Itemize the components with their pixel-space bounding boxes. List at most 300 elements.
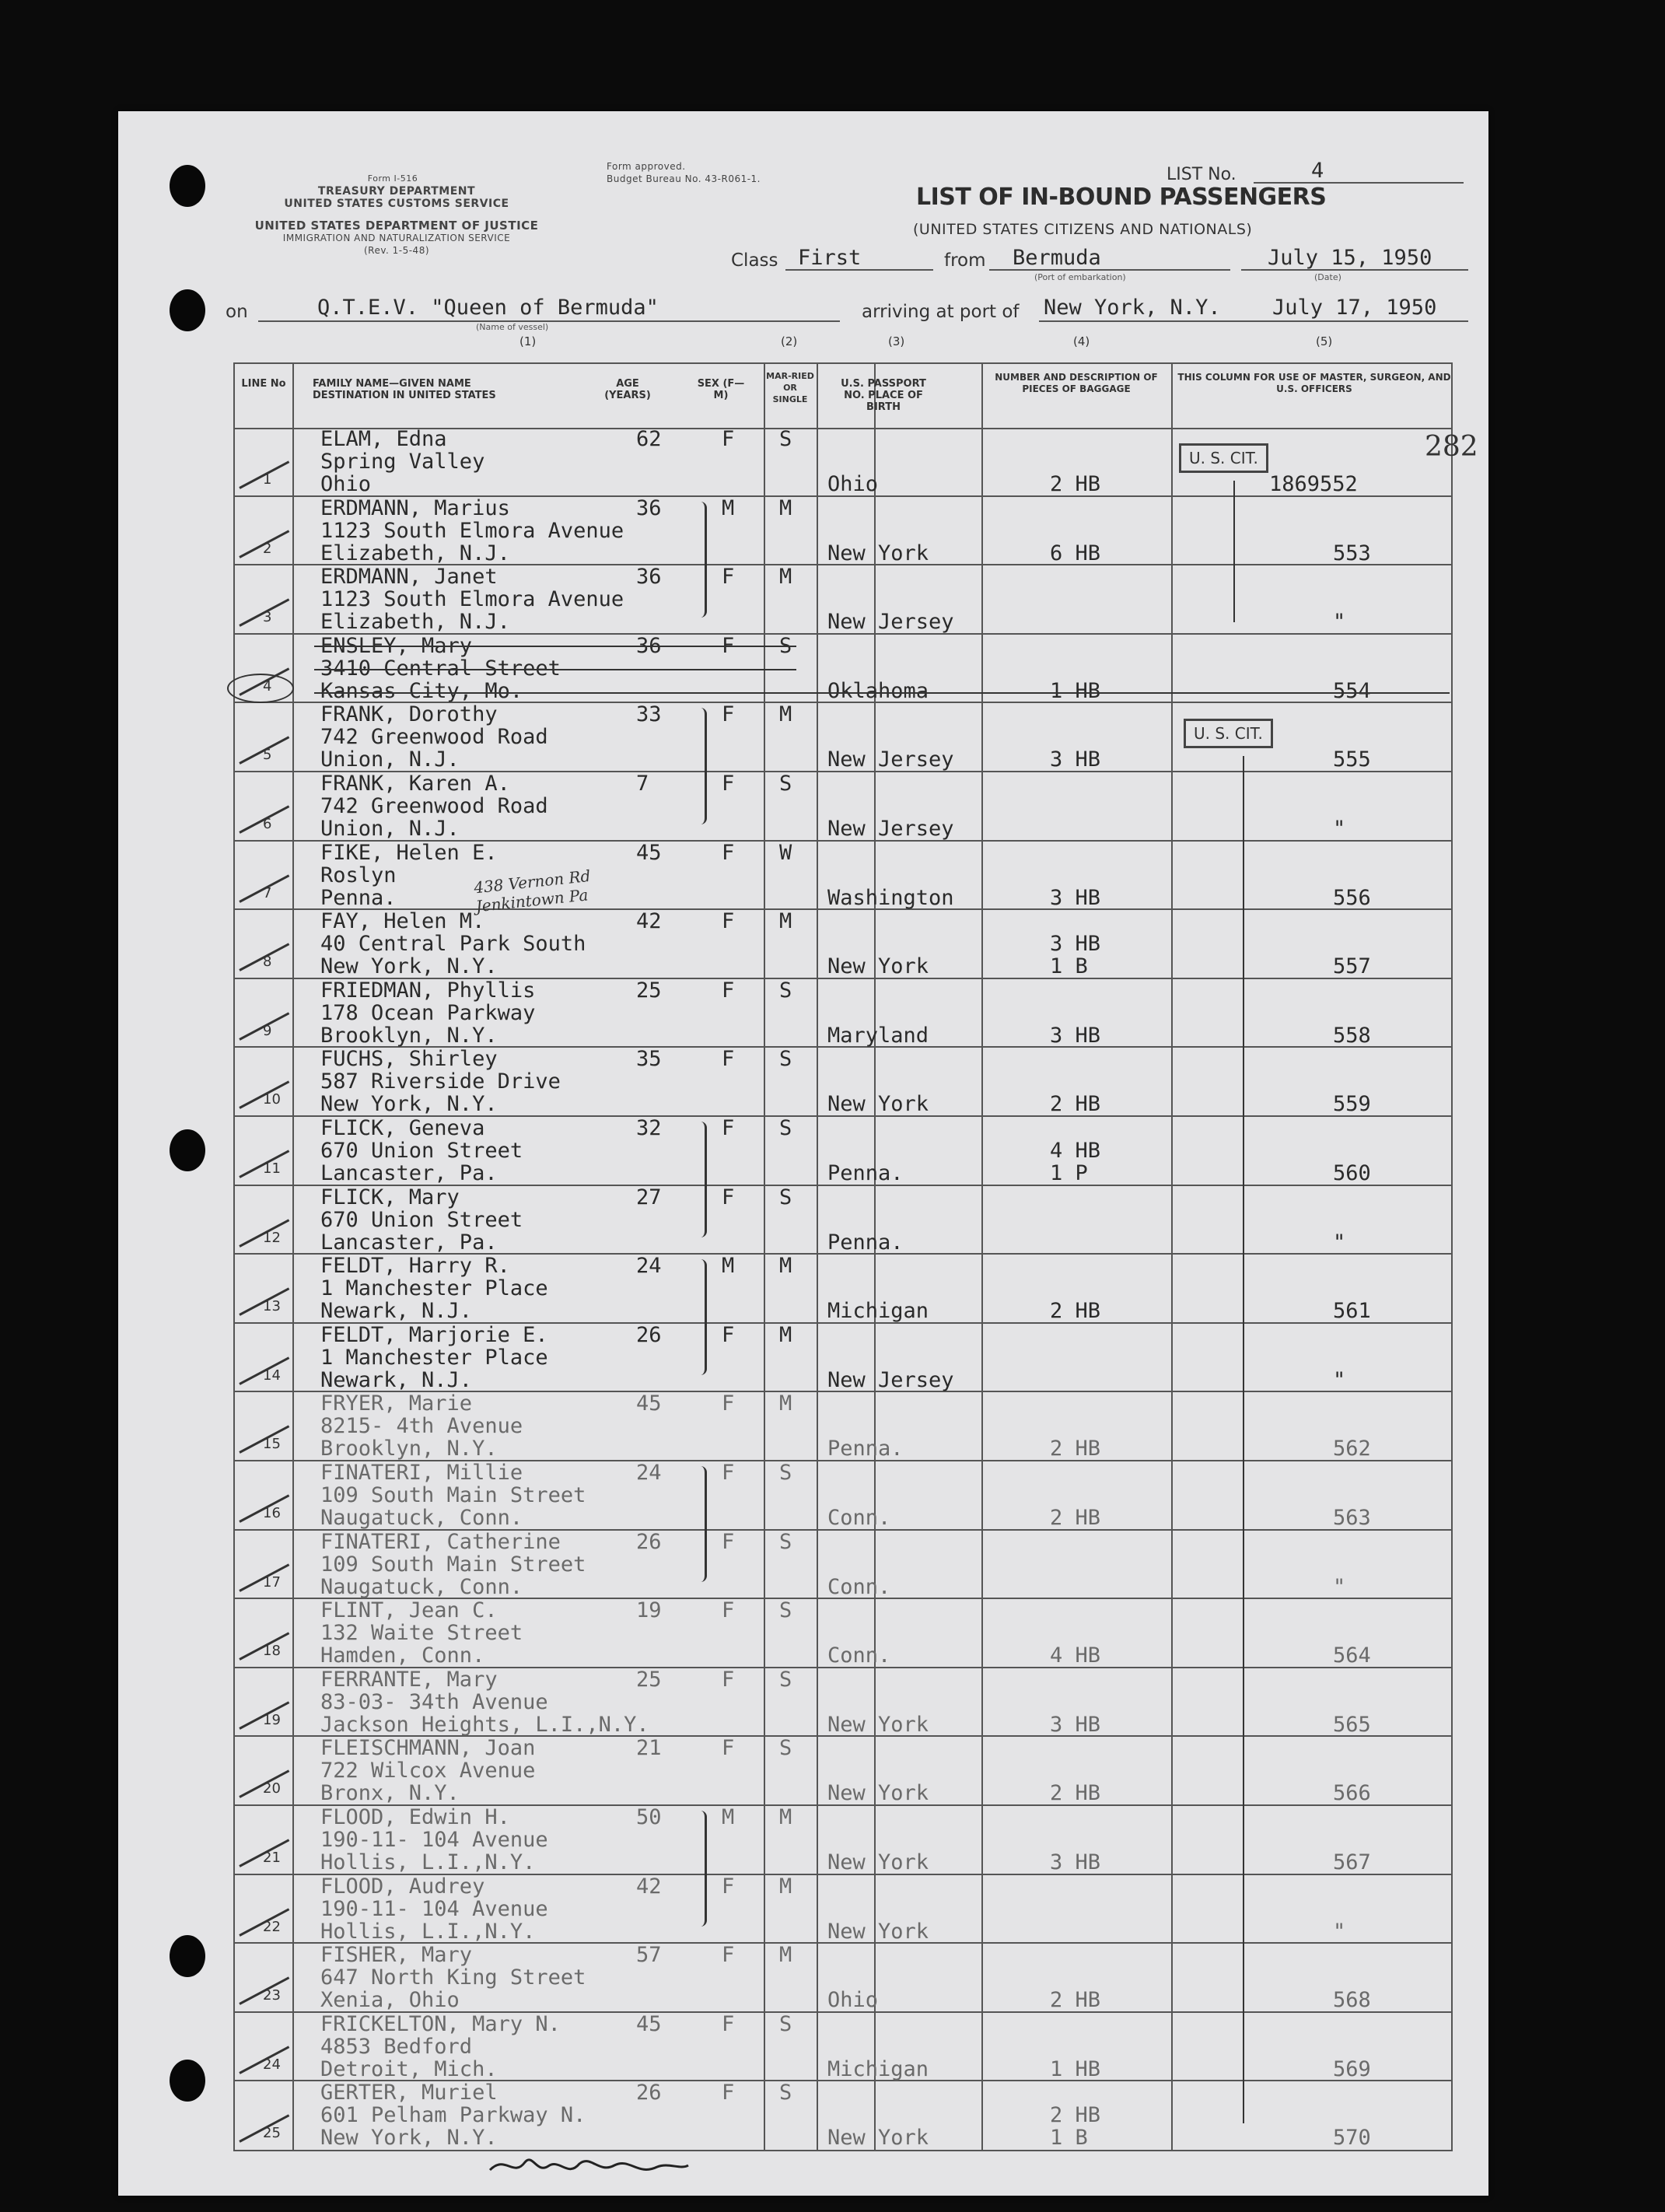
page-number: 282 [1425,431,1478,463]
passenger-address: 587 Riverside Drive [320,1069,561,1094]
officer-number: 556 [1333,885,1371,910]
binder-hole [170,2060,205,2102]
line-number: 7 [263,884,272,901]
passenger-age: 45 [636,2011,662,2036]
passenger-name: ERDMANN, Janet [320,565,498,590]
handwritten-address-note: 438 Vernon Rd Jenkintown Pa [473,866,592,916]
vessel-line [258,320,840,322]
officer-number: " [1333,1919,1346,1944]
baggage-count: 2 HB [1050,1781,1101,1806]
passenger-address: Roslyn [320,863,397,887]
col-header-passport: U.S. PASSPORT NO. PLACE OF BIRTH [841,378,926,413]
officer-number: 567 [1333,1850,1371,1874]
passenger-age: 36 [636,495,662,520]
passenger-address: 4853 Bedford [320,2034,473,2059]
list-no-value: 4 [1311,159,1324,183]
place-of-birth: New York [827,2126,929,2151]
baggage-count: 3 HB [1050,747,1101,772]
passenger-address: Spring Valley [320,450,485,474]
passenger-sex: M [722,495,735,520]
line-number: 11 [263,1160,281,1177]
strike-line [314,692,1450,694]
place-of-birth: Maryland [827,1023,929,1048]
passenger-name: FERRANTE, Mary [320,1667,498,1692]
line-number: 9 [263,1022,272,1039]
passenger-age: 42 [636,909,662,934]
baggage-count: 1 B [1050,954,1088,979]
col-num-1: (1) [519,334,537,348]
justice-line: UNITED STATES DEPARTMENT OF JUSTICE [254,219,539,233]
passenger-city: Lancaster, Pa. [320,1230,498,1255]
officer-number: 562 [1333,1437,1371,1461]
passenger-address: 670 Union Street [320,1139,523,1163]
passenger-sex: F [722,1598,735,1623]
passenger-sex: F [722,427,735,451]
officer-number: 557 [1333,954,1371,979]
line-number: 25 [263,2125,281,2142]
from-label: from [944,250,986,271]
passenger-address: 670 Union Street [320,1207,523,1232]
place-of-birth: New York [827,1092,929,1117]
family-bracket [697,502,707,618]
marital-status: M [779,1391,792,1416]
marital-status: M [779,1805,792,1829]
arriving-label: arriving at port of [862,302,1020,322]
place-of-birth: New Jersey [827,747,954,772]
marital-status: M [779,565,792,590]
passenger-name: FLOOD, Edwin H. [320,1805,510,1829]
col-num-2: (2) [781,334,798,348]
passenger-name: FELDT, Harry R. [320,1254,510,1279]
baggage-count: 2 HB [1050,1506,1101,1530]
officer-number: 565 [1333,1712,1371,1737]
marital-status: M [779,495,792,520]
passenger-sex: F [722,1047,735,1072]
passenger-name: FINATERI, Millie [320,1461,523,1485]
passenger-age: 57 [636,1943,662,1968]
passenger-name: FRIEDMAN, Phyllis [320,978,536,1003]
passenger-city: Kansas City, Mo. [320,678,523,703]
passenger-name: FELDT, Marjorie E. [320,1322,548,1347]
passenger-name: FRYER, Marie [320,1391,473,1416]
passenger-age: 19 [636,1598,662,1623]
officer-number: 564 [1333,1643,1371,1668]
place-of-birth: Michigan [827,2056,929,2081]
baggage-count: 2 HB [1050,1988,1101,2013]
col-header-line: LINE No [241,378,286,390]
port-caption: (Port of embarkation) [1034,272,1126,282]
place-of-birth: New Jersey [827,610,954,635]
officer-number: 558 [1333,1023,1371,1048]
line-number: 12 [263,1229,281,1246]
officer-number: " [1333,1367,1346,1392]
passenger-name: FIKE, Helen E. [320,840,498,865]
passenger-address: 647 North King Street [320,1965,586,1990]
baggage-count: 3 HB [1050,1850,1101,1874]
passenger-address: 3410 Central Street [320,656,561,681]
passenger-sex: F [722,1529,735,1554]
page-title: LIST OF IN-BOUND PASSENGERS [916,184,1327,211]
baggage-count: 2 HB [1050,472,1101,496]
arrival-port: New York, N.Y. [1044,296,1221,320]
marital-status: M [779,1874,792,1899]
marital-status: S [779,978,792,1003]
officer-number: 560 [1333,1161,1371,1185]
passenger-sex: F [722,1943,735,1968]
passenger-address: 722 Wilcox Avenue [320,1759,536,1783]
port-embarkation: Bermuda [1013,246,1101,270]
stamp-connector [1233,481,1235,622]
passenger-age: 50 [636,1805,662,1829]
passenger-address: 1123 South Elmora Avenue [320,518,624,543]
marital-status: S [779,1598,792,1623]
passenger-name: GERTER, Muriel [320,2081,498,2105]
passenger-age: 7 [636,772,649,796]
passenger-city: Ohio [320,472,372,496]
passenger-city: Xenia, Ohio [320,1988,460,2013]
marital-status: M [779,909,792,934]
strike-line [314,646,796,647]
place-of-birth: Conn. [827,1506,891,1530]
officer-number: 570 [1333,2126,1371,2151]
col-header-married: MAR-RIED OR SINGLE [766,371,814,404]
passenger-sex: F [722,1667,735,1692]
passenger-name: FLINT, Jean C. [320,1598,498,1623]
passenger-sex: F [722,633,735,658]
strike-line [314,669,796,670]
line-number: 24 [263,2056,281,2073]
marital-status: S [779,772,792,796]
passenger-sex: F [722,1185,735,1209]
marital-status: M [779,1322,792,1347]
budget-line: Budget Bureau No. 43-R061-1. [607,173,761,184]
line-number: 23 [263,1987,281,2004]
line-number: 21 [263,1850,281,1866]
line-number: 20 [263,1780,281,1797]
passenger-city: Union, N.J. [320,817,460,841]
passenger-city: Naugatuck, Conn. [320,1574,523,1599]
passenger-address: 83-03- 34th Avenue [320,1689,548,1714]
passenger-address: 8215- 4th Avenue [320,1414,523,1439]
passenger-name: FRICKELTON, Mary N. [320,2011,561,2036]
passenger-name: FUCHS, Shirley [320,1047,498,1072]
class-label: Class [731,250,778,271]
marital-status: S [779,2011,792,2036]
col-header-officers: THIS COLUMN FOR USE OF MASTER, SURGEON, AND U.S. OFFICERS [1177,372,1451,394]
passenger-sex: F [722,772,735,796]
officer-number: " [1333,610,1346,635]
line-number: 6 [263,816,272,832]
baggage-count: 2 HB [1050,2103,1101,2128]
officer-number: 569 [1333,2056,1371,2081]
vessel-caption: (Name of vessel) [476,322,549,332]
passenger-sex: F [722,1736,735,1761]
place-of-birth: Ohio [827,472,879,496]
col-num-5: (5) [1316,334,1333,348]
passenger-city: New York, N.Y. [320,1092,498,1117]
circled-line-number [227,674,294,703]
line-number: 22 [263,1918,281,1935]
passenger-age: 26 [636,1322,662,1347]
place-of-birth: New York [827,954,929,979]
passenger-name: FLICK, Geneva [320,1116,485,1140]
marital-status: S [779,2081,792,2105]
passenger-sex: F [722,2081,735,2105]
line-number: 15 [263,1436,281,1453]
passenger-name: ENSLEY, Mary [320,633,473,658]
passenger-sex: F [722,978,735,1003]
passenger-sex: F [722,909,735,934]
place-of-birth: Conn. [827,1643,891,1668]
family-bracket [697,1466,707,1582]
passenger-sex: F [722,1322,735,1347]
passenger-city: Detroit, Mich. [320,2056,498,2081]
approval-line: Form approved. [607,161,686,172]
officer-number: 1869552 [1269,472,1358,496]
passenger-city: Elizabeth, N.J. [320,610,510,635]
officer-number: 554 [1333,678,1371,703]
passenger-address: 190-11- 104 Avenue [320,1828,548,1852]
officer-number: 568 [1333,1988,1371,2013]
passenger-city: Hollis, L.I.,N.Y. [320,1850,536,1874]
baggage-count: 1 HB [1050,2056,1101,2081]
passenger-age: 36 [636,633,662,658]
marital-status: S [779,1461,792,1485]
marital-status: W [779,840,792,865]
stamp-connector [1243,756,1244,2123]
passenger-address: 109 South Main Street [320,1483,586,1507]
passenger-age: 45 [636,1391,662,1416]
passenger-city: New York, N.Y. [320,954,498,979]
baggage-count: 1 P [1050,1161,1088,1185]
departure-date: July 15, 1950 [1268,246,1432,270]
officer-number: 561 [1333,1299,1371,1324]
passenger-sex: F [722,1116,735,1140]
baggage-count: 2 HB [1050,1299,1101,1324]
marital-status: S [779,1736,792,1761]
passenger-age: 26 [636,1529,662,1554]
family-bracket [697,1811,707,1927]
passenger-name: ERDMANN, Marius [320,495,510,520]
line-number: 17 [263,1573,281,1591]
treasury-line: TREASURY DEPARTMENT [317,185,476,198]
place-of-birth: New Jersey [827,1367,954,1392]
baggage-count: 3 HB [1050,1712,1101,1737]
passenger-name: FINATERI, Catherine [320,1529,561,1554]
place-of-birth: Ohio [827,1988,879,2013]
line-number: 19 [263,1711,281,1728]
place-of-birth: New York [827,1850,929,1874]
marital-status: M [779,1254,792,1279]
officer-number: 566 [1333,1781,1371,1806]
place-of-birth: Washington [827,885,954,910]
marital-status: S [779,633,792,658]
ins-line: IMMIGRATION AND NATURALIZATION SERVICE [282,233,511,243]
officer-number: " [1333,1574,1346,1599]
passenger-name: FRANK, Karen A. [320,772,510,796]
line-number: 16 [263,1505,281,1521]
passenger-age: 21 [636,1736,662,1761]
passenger-address: 1 Manchester Place [320,1345,548,1370]
passenger-city: Jackson Heights, L.I.,N.Y. [320,1712,649,1737]
passenger-sex: M [722,1254,735,1279]
passenger-name: FISHER, Mary [320,1943,473,1968]
officer-number: 553 [1333,541,1371,565]
passenger-address: 601 Pelham Parkway N. [320,2103,586,2128]
passenger-city: Newark, N.J. [320,1299,473,1324]
passenger-age: 24 [636,1254,662,1279]
list-no-label: LIST No. [1167,165,1237,184]
line-number: 5 [263,747,272,764]
line-number: 3 [263,609,272,626]
place-of-birth: New York [827,1712,929,1737]
line-number: 1 [263,471,272,488]
family-bracket [697,1122,707,1237]
passenger-age: 32 [636,1116,662,1140]
marital-status: S [779,427,792,451]
baggage-count: 4 HB [1050,1139,1101,1163]
passenger-name: FLOOD, Audrey [320,1874,485,1899]
binder-hole [170,1935,205,1977]
passenger-name: FLICK, Mary [320,1185,460,1209]
marital-status: M [779,1943,792,1968]
passenger-sex: F [722,840,735,865]
passenger-age: 24 [636,1461,662,1485]
line-number: 8 [263,954,272,971]
line-number: 4 [263,677,272,695]
col-header-sex: SEX (F—M) [697,378,745,401]
passenger-sex: F [722,1391,735,1416]
passenger-address: 109 South Main Street [320,1552,586,1577]
marital-status: S [779,1047,792,1072]
baggage-count: 3 HB [1050,885,1101,910]
line-number: 18 [263,1643,281,1660]
passenger-age: 62 [636,427,662,451]
arrival-date: July 17, 1950 [1272,296,1437,320]
passenger-address: 40 Central Park South [320,932,586,957]
arrival-line [1039,320,1468,322]
page-subtitle: (UNITED STATES CITIZENS AND NATIONALS) [913,221,1253,238]
passenger-address: 1 Manchester Place [320,1276,548,1301]
family-bracket [697,708,707,824]
baggage-count: 1 B [1050,2126,1088,2151]
passenger-address: 742 Greenwood Road [320,725,548,750]
form-number: Form I-516 [367,173,418,184]
place-of-birth: New Jersey [827,817,954,841]
place-of-birth: Penna. [827,1161,904,1185]
line-number: 14 [263,1367,281,1384]
passenger-sex: F [722,565,735,590]
passenger-age: 33 [636,702,662,727]
marital-status: S [779,1116,792,1140]
passenger-city: Hamden, Conn. [320,1643,485,1668]
binder-hole [170,289,205,331]
passenger-name: FLEISCHMANN, Joan [320,1736,536,1761]
passenger-city: Penna. [320,885,397,910]
passenger-city: Bronx, N.Y. [320,1781,460,1806]
officer-number: 563 [1333,1506,1371,1530]
passenger-age: 42 [636,1874,662,1899]
passenger-city: Union, N.J. [320,747,460,772]
baggage-count: 4 HB [1050,1643,1101,1668]
col-header-name: FAMILY NAME—GIVEN NAME DESTINATION IN UNITED STATES [313,378,496,401]
passenger-address: 1123 South Elmora Avenue [320,587,624,612]
place-of-birth: Michigan [827,1299,929,1324]
date-caption: (Date) [1314,272,1341,282]
line-number: 10 [263,1091,281,1108]
passenger-age: 25 [636,978,662,1003]
vessel-name: Q.T.E.V. "Queen of Bermuda" [317,296,659,320]
baggage-count: 6 HB [1050,541,1101,565]
passenger-sex: F [722,2011,735,2036]
col-header-age: AGE (YEARS) [604,378,651,401]
officer-number: 559 [1333,1092,1371,1117]
passenger-city: Naugatuck, Conn. [320,1506,523,1530]
place-of-birth: Penna. [827,1230,904,1255]
us-citizen-stamp: U. S. CIT. [1179,443,1268,473]
passenger-name: FAY, Helen M. [320,909,485,934]
customs-line: UNITED STATES CUSTOMS SERVICE [284,198,509,210]
place-of-birth: New York [827,541,929,565]
passenger-city: Newark, N.J. [320,1367,473,1392]
passenger-age: 36 [636,565,662,590]
passenger-address: 178 Ocean Parkway [320,1000,536,1025]
revision-line: (Rev. 1-5-48) [363,245,430,256]
officer-signature [482,2147,692,2193]
class-value: First [798,246,862,270]
passenger-city: Brooklyn, N.Y. [320,1437,498,1461]
binder-hole [170,165,205,207]
passenger-city: Hollis, L.I.,N.Y. [320,1919,536,1944]
place-of-birth: Penna. [827,1437,904,1461]
passenger-age: 27 [636,1185,662,1209]
officer-number: " [1333,817,1346,841]
on-label: on [226,302,248,322]
place-of-birth: Oklahoma [827,678,929,703]
baggage-count: 2 HB [1050,1437,1101,1461]
officer-number: 555 [1333,747,1371,772]
passenger-age: 26 [636,2081,662,2105]
passenger-address: 132 Waite Street [320,1621,523,1646]
passenger-city: Elizabeth, N.J. [320,541,510,565]
passenger-city: Brooklyn, N.Y. [320,1023,498,1048]
baggage-count: 3 HB [1050,1023,1101,1048]
binder-hole [170,1129,205,1171]
passenger-city: Lancaster, Pa. [320,1161,498,1185]
passenger-city: New York, N.Y. [320,2126,498,2151]
passenger-age: 35 [636,1047,662,1072]
family-bracket [697,1259,707,1375]
passenger-age: 45 [636,840,662,865]
col-header-baggage: NUMBER AND DESCRIPTION OF PIECES OF BAGGAGE [995,372,1158,394]
passenger-name: FRANK, Dorothy [320,702,498,727]
baggage-count: 2 HB [1050,1092,1101,1117]
line-number: 13 [263,1298,281,1315]
line-number: 2 [263,540,272,557]
passenger-sex: F [722,702,735,727]
passenger-sex: M [722,1805,735,1829]
passenger-name: ELAM, Edna [320,427,447,451]
col-num-4: (4) [1073,334,1090,348]
passenger-address: 742 Greenwood Road [320,794,548,818]
baggage-count: 3 HB [1050,932,1101,957]
place-of-birth: New York [827,1919,929,1944]
col-num-3: (3) [888,334,905,348]
marital-status: M [779,702,792,727]
passenger-address: 190-11- 104 Avenue [320,1896,548,1921]
passenger-sex: F [722,1874,735,1899]
place-of-birth: New York [827,1781,929,1806]
